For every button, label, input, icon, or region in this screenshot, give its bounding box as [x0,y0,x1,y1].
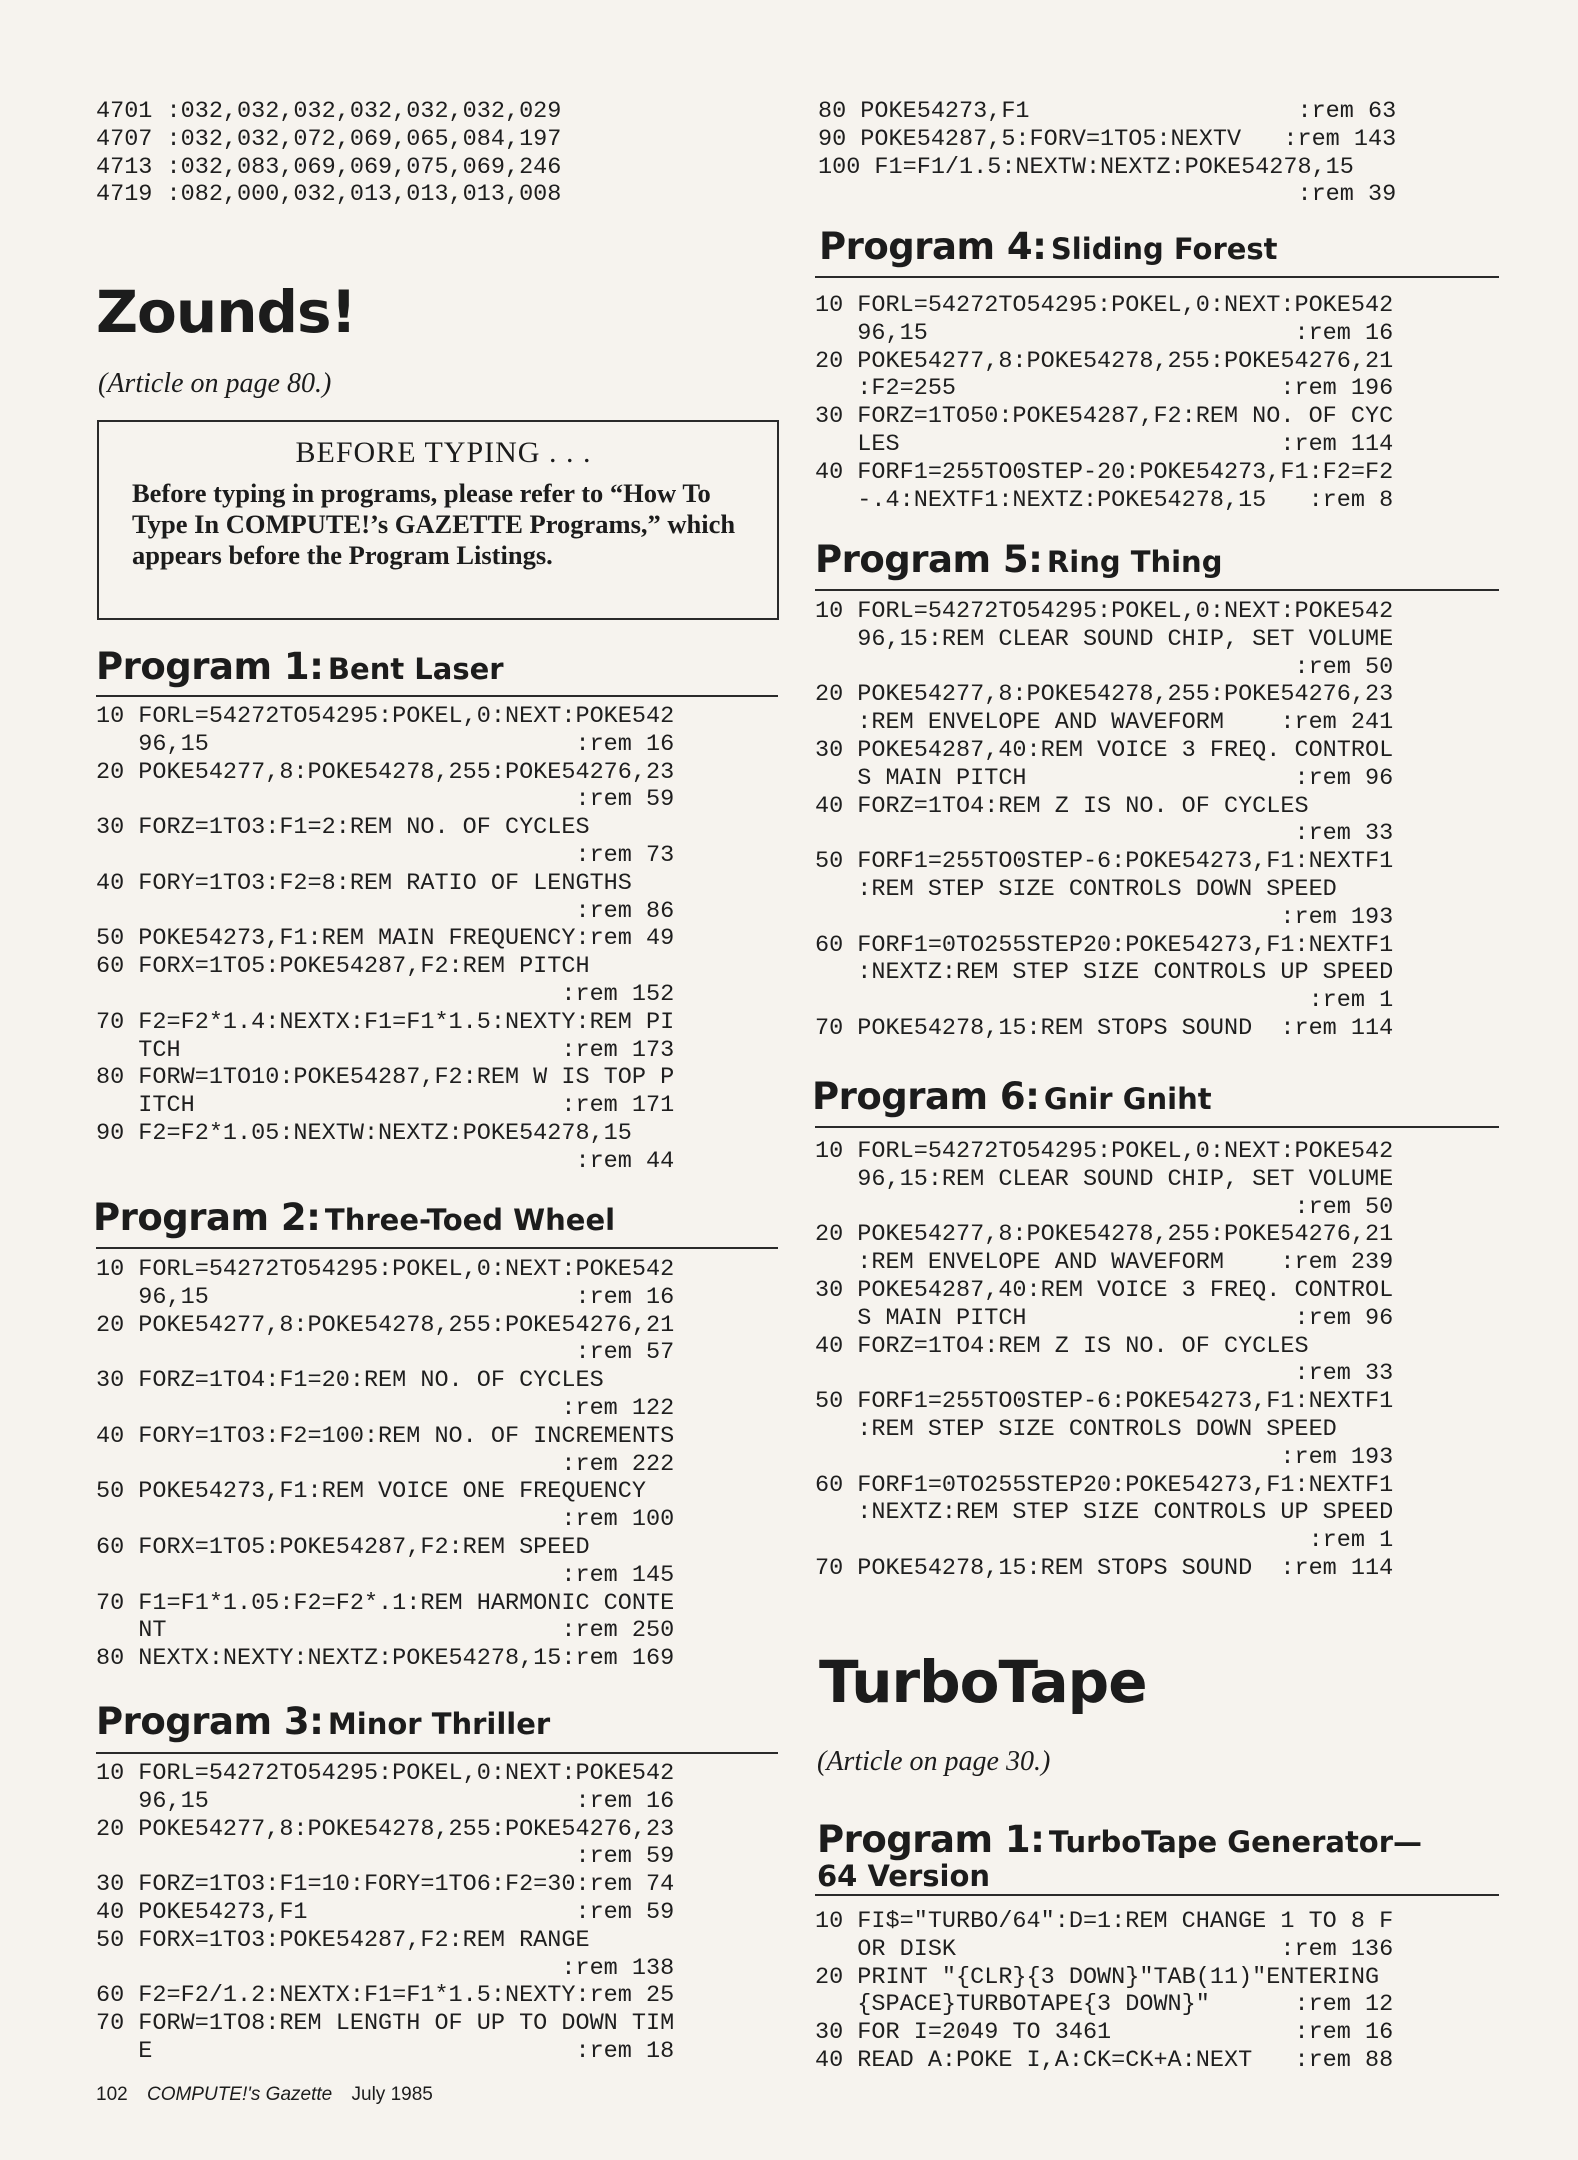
program-6-rule [815,1126,1499,1128]
program-2-heading [93,1196,615,1239]
program-3-rule [96,1752,778,1754]
top-listing: 4701 :032,032,032,032,032,032,029 4707 :032,032,072,069,065,084,197 4713 :032,083,069,069,075,069,246 4719 :082,000,032,013,013,013,008 [96,98,562,209]
zounds-title: Zounds! [96,278,356,346]
program-4-listing: 10 FORL=54272TO54295:POKEL,0:NEXT:POKE542 96,15 :rem 16 20 POKE54277,8:POKE54278,255:POKE54276,21 :F2=255 :rem 196 30 FORZ=1TO50:POKE54287,F2:REM NO. OF CYC LES :rem 114 40 FORF1=255TO0STEP-20:POKE54273,F1:F2=F2 -.4:NEXTF1:NEXTZ:POKE54278,15 :rem 8 [815,292,1394,514]
program-6-listing: 10 FORL=54272TO54295:POKEL,0:NEXT:POKE542 96,15:REM CLEAR SOUND CHIP, SET VOLUME :rem 50 20 POKE54277,8:POKE54278,255:POKE54276,21 :REM ENVELOPE AND WAVEFORM :rem 239 30 POKE54287,40:REM VOICE 3 FREQ. CONTROL S MAIN PITCH :rem 96 40 FORZ=1TO4:REM Z IS NO. OF CYCLES :rem 33 50 FORF1=255TO0STEP-6:POKE54273,F1:NEXTF1 :REM STEP SIZE CONTROLS DOWN SPEED :rem 193 60 FORF1=0TO255STEP20:POKE54273,F1:NEXTF1 :NEXTZ:REM STEP SIZE CONTROLS UP SPEED :rem 1 70 POKE54278,15:REM STOPS SOUND :rem 114 [815,1138,1394,1582]
page-footer [96,2084,433,2106]
program-4-heading [819,225,1278,268]
before-typing-title: BEFORE TYPING . . . [295,436,592,469]
turbotape-program-1-name: TurboTape Generator— [1048,1825,1423,1859]
program-1-name: Bent Laser [327,652,504,686]
program-1-rule [96,695,778,697]
turbotape-program-1-label: Program 1: [817,1818,1045,1861]
program-4-name: Sliding Forest [1050,232,1278,266]
program-5-listing: 10 FORL=54272TO54295:POKEL,0:NEXT:POKE542 96,15:REM CLEAR SOUND CHIP, SET VOLUME :rem 50 20 POKE54277,8:POKE54278,255:POKE54276,23 :REM ENVELOPE AND WAVEFORM :rem 241 30 POKE54287,40:REM VOICE 3 FREQ. CONTROL S MAIN PITCH :rem 96 40 FORZ=1TO4:REM Z IS NO. OF CYCLES :rem 33 50 FORF1=255TO0STEP-6:POKE54273,F1:NEXTF1 :REM STEP SIZE CONTROLS DOWN SPEED :rem 193 60 FORF1=0TO255STEP20:POKE54273,F1:NEXTF1 :NEXTZ:REM STEP SIZE CONTROLS UP SPEED :rem 1 70 POKE54278,15:REM STOPS SOUND :rem 114 [815,598,1394,1042]
program-3-heading [96,1700,550,1743]
program-6-label: Program 6: [812,1075,1040,1118]
program-5-heading [815,538,1222,581]
program-3-label: Program 3: [96,1700,324,1743]
program-3-listing-continued: 80 POKE54273,F1 :rem 63 90 POKE54287,5:FORV=1TO5:NEXTV :rem 143 100 F1=F1/1.5:NEXTW:NEXTZ:POKE54278,15 :rem 39 [818,98,1397,209]
program-1-label: Program 1: [96,645,324,688]
issue-date: July 1985 [351,2084,433,2105]
turbotape-program-1-heading [817,1818,1422,1891]
before-typing-text: Before typing in programs, please refer to “How To Type In COMPUTE!’s GAZETTE Programs,” which appears before the Program Listings. [132,478,736,570]
program-2-label: Program 2: [93,1196,321,1239]
program-4-rule [815,276,1499,278]
program-2-listing: 10 FORL=54272TO54295:POKEL,0:NEXT:POKE542 96,15 :rem 16 20 POKE54277,8:POKE54278,255:POKE54276,21 :rem 57 30 FORZ=1TO4:F1=20:REM NO. OF CYCLES :rem 122 40 FORY=1TO3:F2=100:REM NO. OF INCREMENTS :rem 222 50 POKE54273,F1:REM VOICE ONE FREQUENCY :rem 100 60 FORX=1TO5:POKE54287,F2:REM SPEED :rem 145 70 F1=F1*1.05:F2=F2*.1:REM HARMONIC CONTE NT :rem 250 80 NEXTX:NEXTY:NEXTZ:POKE54278,15:rem 169 [96,1256,675,1673]
magazine-name: COMPUTE!'s Gazette [146,2084,333,2105]
program-1-listing: 10 FORL=54272TO54295:POKEL,0:NEXT:POKE542 96,15 :rem 16 20 POKE54277,8:POKE54278,255:POKE54276,23 :rem 59 30 FORZ=1TO3:F1=2:REM NO. OF CYCLES :rem 73 40 FORY=1TO3:F2=8:REM RATIO OF LENGTHS :rem 86 50 POKE54273,F1:REM MAIN FREQUENCY:rem 49 60 FORX=1TO5:POKE54287,F2:REM PITCH :rem 152 70 F2=F2*1.4:NEXTX:F1=F1*1.5:NEXTY:REM PI TCH :rem 173 80 FORW=1TO10:POKE54287,F2:REM W IS TOP P ITCH :rem 171 90 F2=F2*1.05:NEXTW:NEXTZ:POKE54278,15 :rem 44 [96,703,675,1175]
before-typing-box [97,420,779,620]
program-2-rule [96,1247,778,1249]
program-5-rule [815,589,1499,591]
turbotape-article-ref: (Article on page 30.) [817,1746,1051,1777]
program-6-heading [812,1075,1212,1118]
turbotape-program-1-rule [815,1894,1499,1896]
program-3-name: Minor Thriller [327,1707,551,1741]
program-6-name: Gnir Gniht [1043,1082,1212,1116]
program-3-listing: 10 FORL=54272TO54295:POKEL,0:NEXT:POKE542 96,15 :rem 16 20 POKE54277,8:POKE54278,255:POKE54276,23 :rem 59 30 FORZ=1TO3:F1=10:FORY=1TO6:F2=30:rem 74 40 POKE54273,F1 :rem 59 50 FORX=1TO3:POKE54287,F2:REM RANGE :rem 138 60 F2=F2/1.2:NEXTX:F1=F1*1.5:NEXTY:rem 25 70 FORW=1TO8:REM LENGTH OF UP TO DOWN TIM E :rem 18 [96,1760,675,2065]
turbotape-program-1-listing: 10 FI$="TURBO/64":D=1:REM CHANGE 1 TO 8 F OR DISK :rem 136 20 PRINT "{CLR}{3 DOWN}"TAB(11)"ENTERING {SPACE}TURBOTAPE{3 DOWN}" :rem 12 30 FOR I=2049 TO 3461 :rem 16 40 READ A:POKE I,A:CK=CK+A:NEXT :rem 88 [815,1908,1394,2074]
program-1-heading [96,645,504,688]
program-5-label: Program 5: [815,538,1043,581]
program-4-label: Program 4: [819,225,1047,268]
program-5-name: Ring Thing [1046,545,1223,579]
program-2-name: Three-Toed Wheel [324,1203,616,1237]
page-number: 102 [96,2084,128,2105]
zounds-article-ref: (Article on page 80.) [98,368,332,399]
turbotape-title: TurboTape [819,1648,1147,1716]
turbotape-program-1-name-line2: 64 Version [817,1859,991,1893]
